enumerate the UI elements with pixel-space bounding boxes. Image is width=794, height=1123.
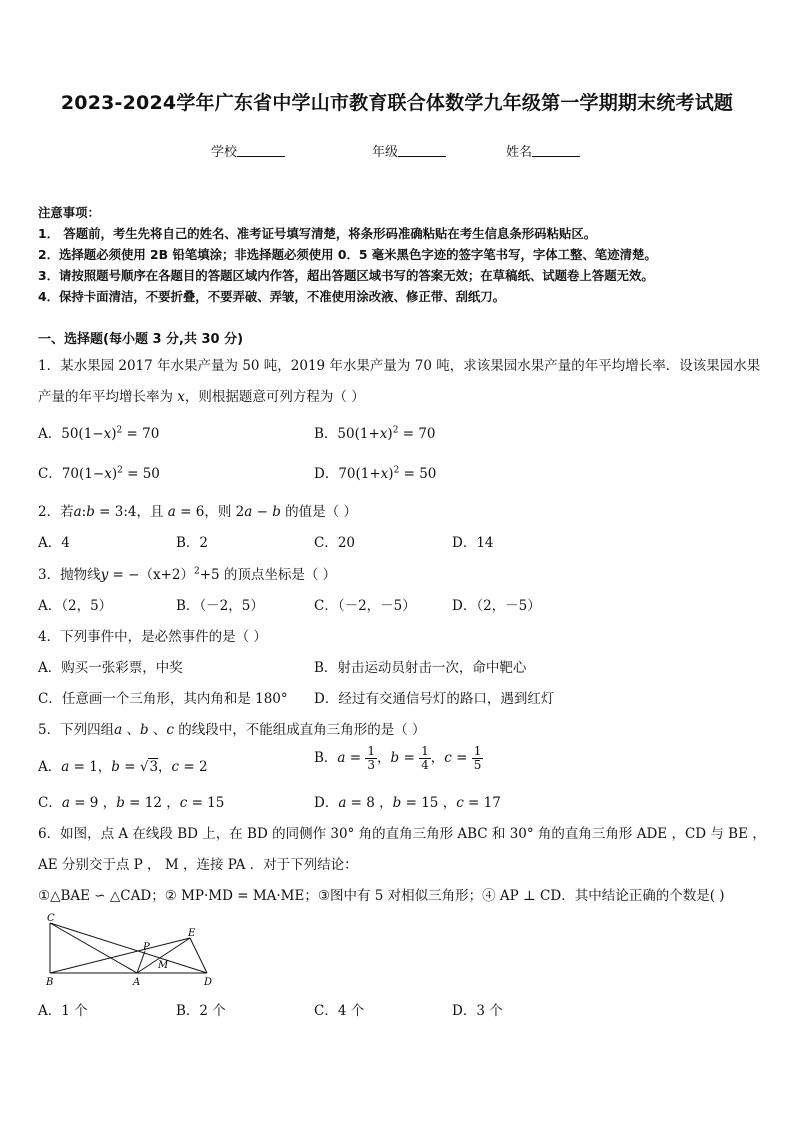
q2-option-a[interactable]: A．4 <box>38 535 70 551</box>
fig-label-b: B <box>46 977 54 988</box>
fig-label-d: D <box>204 977 213 988</box>
q2-option-b[interactable]: B．2 <box>176 535 209 551</box>
q4-option-c[interactable]: C．任意画一个三角形，其内角和是 180° <box>38 691 288 707</box>
q4-option-b[interactable]: B．射击运动员射击一次，命中靶心 <box>314 660 527 676</box>
q6-stem-line2: AE 分别交于点 P ， M ，连接 PA ．对于下列结论： <box>38 857 358 873</box>
fig-label-a: A <box>133 977 141 988</box>
notice-item: 1． 答题前，考生先将自己的姓名、准考证号填写清楚，将条形码准确粘贴在考生信息条形码粘贴区。 <box>38 226 597 241</box>
q6-option-a[interactable]: A．1 个 <box>38 1003 88 1019</box>
q6-stem-line1: 6．如图，点 A 在线段 BD 上，在 BD 的同侧作 30° 角的直角三角形 ABC 和 30° 角的直角三角形 ADE ，CD 与 BE ， <box>38 826 766 842</box>
q4-option-a[interactable]: A．购买一张彩票，中奖 <box>38 660 183 676</box>
q1-option-a[interactable]: A．$50(1-x)^2 = 70$ <box>38 425 160 442</box>
q6-stem-line3: ①△BAE ∽ △CAD；② MP·MD = MA·ME；③图中有 5 对相似三角形；④ AP ⊥ CD．其中结论正确的个数是( ) <box>38 888 725 904</box>
q2-stem: 2．若a:b = 3:4，且 a = 6，则 2a − b 的值是（ ） <box>38 504 357 520</box>
q6-figure <box>42 911 222 989</box>
q3-stem: 3．抛物线$y = -(x+2)^2+5$ 的顶点坐标是（ ） <box>38 566 337 583</box>
notice-item: 4．保持卡面清洁，不要折叠，不要弄破、弄皱，不准使用涂改液、修正带、刮纸刀。 <box>38 289 506 304</box>
notice-item: 2．选择题必须使用 2B 铅笔填涂；非选择题必须使用 0．5 毫米黑色字迹的签字笔书写，字体工整、笔迹清楚。 <box>38 247 657 262</box>
q4-option-d[interactable]: D．经过有交通信号灯的路口，遇到红灯 <box>314 691 555 707</box>
q5-stem: 5．下列四组a 、b 、c 的线段中，不能组成直角三角形的是（ ） <box>38 722 426 738</box>
q5-option-d[interactable]: D．a = 8 ，b = 15 ，c = 17 <box>314 795 501 811</box>
q3-option-c[interactable]: C．（－2，－5） <box>314 598 416 614</box>
q2-option-c[interactable]: C．20 <box>314 535 356 551</box>
q1-option-b[interactable]: B．$50(1+x)^2 = 70$ <box>314 425 436 442</box>
notice-item: 3．请按照题号顺序在各题目的答题区域内作答，超出答题区域书写的答案无效；在草稿纸、试题卷上答题无效。 <box>38 268 654 283</box>
school-label: 学校 <box>211 145 238 160</box>
q3-option-a[interactable]: A．（2，5） <box>38 598 113 614</box>
notice-heading: 注意事项： <box>38 205 100 220</box>
fig-label-e: E <box>188 928 196 939</box>
fig-label-c: C <box>47 913 55 924</box>
q1-option-c[interactable]: C．$70(1-x)^2 = 50$ <box>38 465 160 482</box>
section-heading: 一、选择题(每小题 3 分,共 30 分) <box>38 332 244 347</box>
school-field[interactable] <box>211 141 285 160</box>
q3-option-b[interactable]: B．（－2，5） <box>176 598 264 614</box>
q2-option-d[interactable]: D．14 <box>452 535 494 551</box>
q5-option-c[interactable]: C．a = 9 ，b = 12 ，c = 15 <box>38 795 225 811</box>
q1-stem-line2: 产量的年平均增长率为 x，则根据题意可列方程为（ ） <box>38 389 365 405</box>
q6-option-c[interactable]: C．4 个 <box>314 1003 365 1019</box>
grade-label: 年级 <box>372 145 399 160</box>
name-label: 姓名 <box>506 145 533 160</box>
q6-option-d[interactable]: D．3 个 <box>452 1003 503 1019</box>
fig-label-m: M <box>158 960 169 971</box>
grade-field[interactable] <box>372 141 446 160</box>
q3-option-d[interactable]: D．（2，－5） <box>452 598 541 614</box>
q5-option-a[interactable]: A．a = 1，b = √3，c = 2 <box>38 759 208 775</box>
fig-label-p: P <box>143 942 150 953</box>
q4-stem: 4．下列事件中，是必然事件的是（ ） <box>38 629 267 645</box>
q5-option-b[interactable]: B．a = $\frac{1}{3}$ ，b = $\frac{1}{4}$ ，c = $\frac{1}{5}$ <box>314 744 482 772</box>
q1-stem-line1: 1．某水果园 2017 年水果产量为 50 吨，2019 年水果产量为 70 吨，求该果园水果产量的年平均增长率．设该果园水果 <box>38 358 761 374</box>
page-title: 2023-2024学年广东省中学山市教育联合体数学九年级第一学期期末统考试题 <box>60 92 734 114</box>
q1-option-d[interactable]: D．$70(1+x)^2 = 50$ <box>314 465 437 482</box>
q6-option-b[interactable]: B．2 个 <box>176 1003 226 1019</box>
name-field[interactable] <box>506 141 580 160</box>
